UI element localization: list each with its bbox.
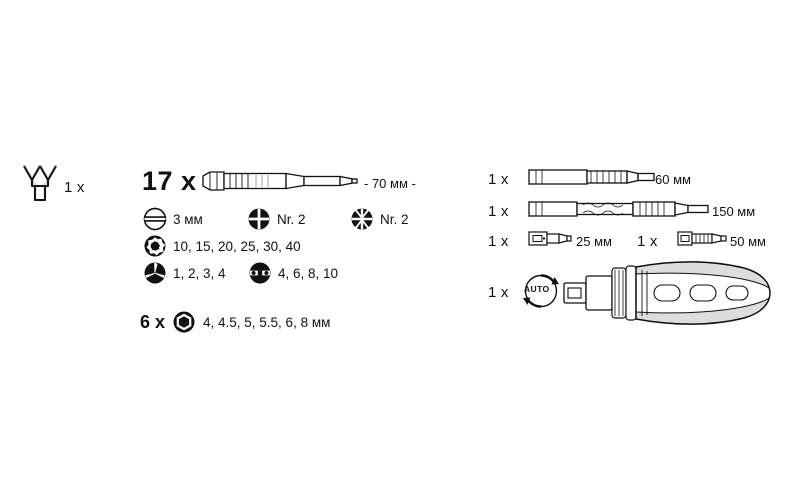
bit-length-label: - 70 мм - — [364, 176, 416, 191]
extension-bar-icon — [528, 165, 656, 189]
hex-group-quantity: 6 x — [140, 312, 166, 332]
hex-bit-icon — [172, 310, 196, 334]
bit-holder-icon — [677, 228, 727, 250]
pozidriv-bit-spec: Nr. 2 — [380, 212, 409, 227]
bits-group-quantity: 17 x — [142, 166, 197, 196]
slotted-bit-icon — [143, 207, 167, 231]
flexible-shaft-icon — [528, 197, 710, 221]
torx-bit-spec: 10, 15, 20, 25, 30, 40 — [173, 239, 301, 254]
extension-bar-quantity: 1 x — [488, 171, 509, 188]
ratchet-handle-quantity: 1 x — [488, 284, 509, 301]
socket-adapter-length: 25 мм — [576, 234, 612, 249]
extension-bar-length: 60 мм — [655, 172, 691, 187]
slotted-bit-spec: 3 мм — [173, 212, 203, 227]
spanner-bit-icon — [248, 261, 272, 285]
bit-70mm-illustration — [200, 168, 360, 196]
spanner-bit-spec: 4, 6, 8, 10 — [278, 266, 339, 281]
torx-bit-icon — [143, 234, 167, 258]
socket-adapter-quantity: 1 x — [488, 233, 509, 250]
bit-holder-quantity: 1 x — [637, 233, 658, 250]
triwing-bit-spec: 1, 2, 3, 4 — [173, 266, 226, 281]
bit-holder-length: 50 мм — [730, 234, 766, 249]
phillips-bit-icon — [247, 207, 271, 231]
auto-badge-label: AUTO — [524, 284, 550, 294]
flexible-shaft-length: 150 мм — [712, 204, 756, 219]
flexible-shaft-quantity: 1 x — [488, 203, 509, 220]
ratchet-handle-icon — [562, 258, 777, 330]
triwing-bit-icon — [143, 261, 167, 285]
socket-adapter-icon — [528, 228, 572, 250]
pozidriv-bit-icon — [350, 207, 374, 231]
phillips-bit-spec: Nr. 2 — [277, 212, 306, 227]
y-bit-quantity: 1 x — [64, 179, 85, 196]
hex-bit-spec: 4, 4.5, 5, 5.5, 6, 8 мм — [203, 315, 331, 330]
y-bit-icon — [18, 160, 62, 204]
